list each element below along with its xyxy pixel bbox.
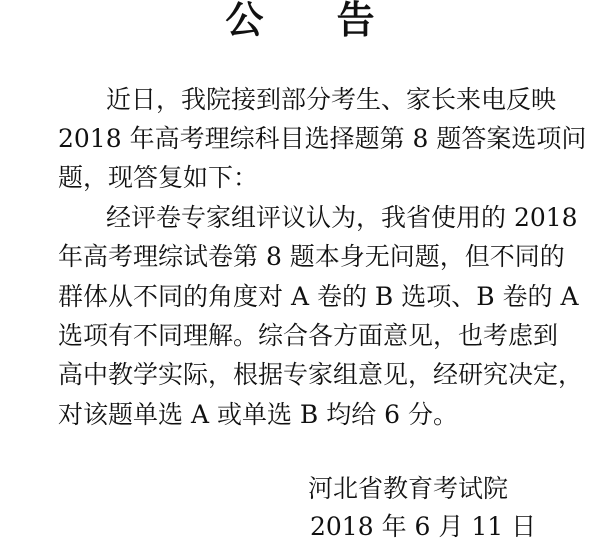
notice-title: 公 告 [225,0,405,42]
paragraph-2-line-5: 高中教学实际，根据专家组意见，经研究决定， [58,360,584,389]
paragraph-1-line-1: 近日，我院接到部分考生、家长来电反映 [106,85,557,114]
paragraph-2-line-3: 群体从不同的角度对 A 卷的 B 选项、B 卷的 A [58,282,579,311]
paragraph-2-line-2: 年高考理综试卷第 8 题本身无问题，但不同的 [58,242,565,271]
paragraph-1-line-3: 题，现答复如下： [58,163,259,192]
paragraph-1-line-2: 2018 年高考理综科目选择题第 8 题答案选项问 [58,124,587,153]
paragraph-2-line-6: 对该题单选 A 或单选 B 均给 6 分。 [58,400,459,429]
paragraph-2-line-4: 选项有不同理解。综合各方面意见，也考虑到 [58,321,559,350]
paragraph-2-line-1: 经评卷专家组评议认为，我省使用的 2018 [106,203,578,232]
issue-date: 2018 年 6 月 11 日 [310,512,537,541]
issuer: 河北省教育考试院 [308,474,509,503]
